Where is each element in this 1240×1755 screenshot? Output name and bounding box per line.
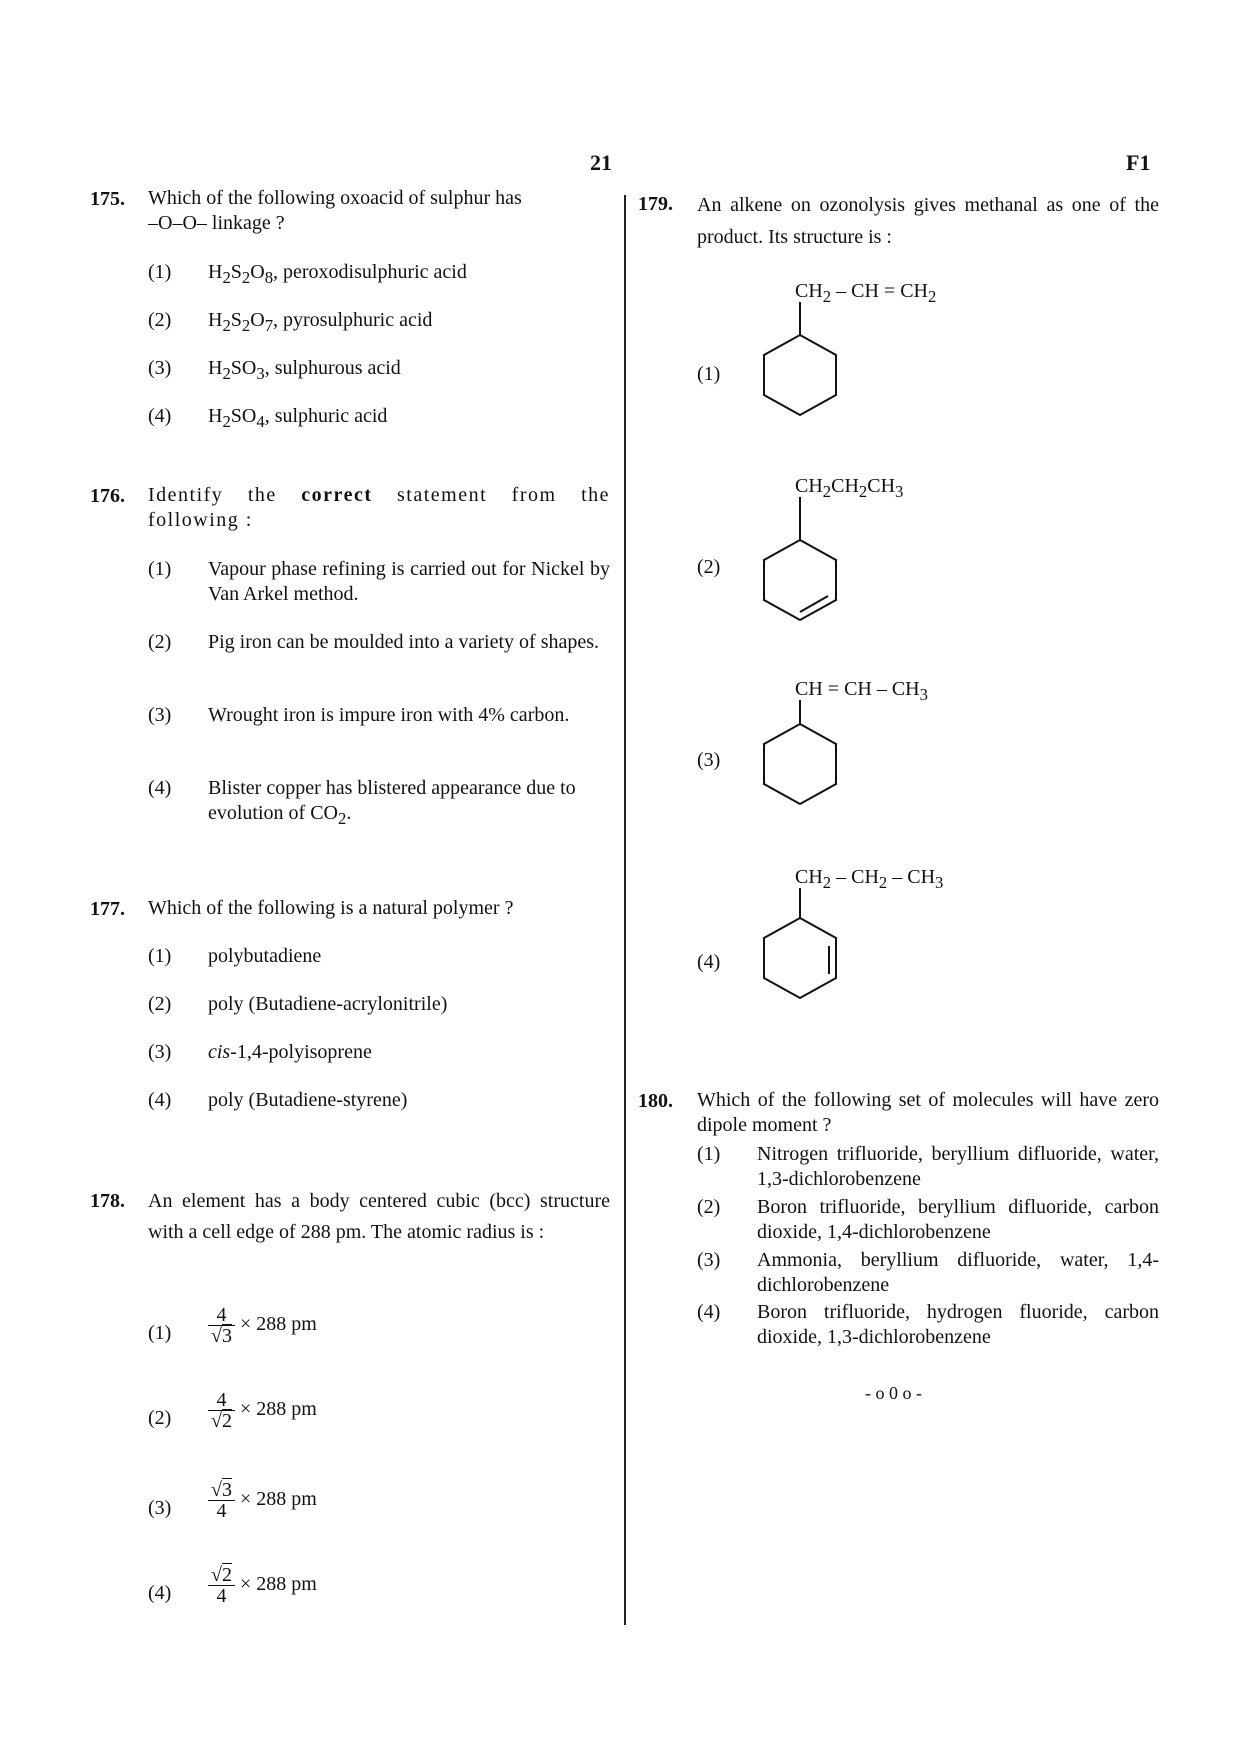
option-text: Nitrogen trifluoride, beryllium difluoride, water, 1,3-dichlorobenzene	[757, 1143, 1159, 1190]
q177-option-4[interactable]	[148, 1088, 408, 1113]
option-label: (1)	[697, 1143, 721, 1165]
q179-option-1-label[interactable]: (1)	[697, 363, 721, 385]
q179-option-4-substituent: $CH_2 - CH_2 - CH_3$	[795, 866, 944, 892]
q180-option-4[interactable]	[697, 1300, 1159, 1350]
option-label: (3)	[148, 1497, 172, 1519]
question-text-179: An alkene on ozonolysis gives methanal as one of the product. Its structure is :	[697, 194, 1159, 248]
question-number-176: 176.	[90, 485, 125, 507]
q180-option-3[interactable]	[697, 1248, 1159, 1298]
question-number-177: 177.	[90, 898, 125, 920]
question-text-180: Which of the following set of molecules will have zero dipole moment ?	[697, 1089, 1159, 1136]
option-label: (1)	[148, 945, 172, 967]
q179-option-1-cyclohexane	[755, 302, 855, 437]
option-label: (4)	[148, 777, 172, 799]
option-label: (4)	[148, 1089, 172, 1111]
option-text: poly (Butadiene-acrylonitrile)	[208, 993, 448, 1015]
option-label: (1)	[148, 261, 172, 283]
option-label: (3)	[148, 357, 172, 379]
question-number-179: 179.	[638, 193, 673, 215]
q180-option-2[interactable]	[697, 1195, 1159, 1245]
question-text-176: Identify the correct statement from the following :	[148, 484, 611, 531]
page-number: 21	[590, 150, 612, 175]
option-text: Blister copper has blistered appearance due to evolution of $CO_2$.	[208, 777, 576, 828]
option-text: polybutadiene	[208, 945, 322, 967]
option-text: $H_2S_2O_8$, peroxodisulphuric acid	[208, 261, 467, 287]
option-text: $H_2SO_4$, sulphuric acid	[208, 405, 388, 431]
option-label: (2)	[148, 631, 172, 653]
q179-option-3-label[interactable]: (3)	[697, 749, 721, 771]
option-text: Pig iron can be moulded into a variety of shapes.	[208, 631, 600, 653]
q175-option-2[interactable]	[148, 308, 433, 335]
q176-option-1[interactable]	[148, 557, 610, 607]
q179-option-3-cyclohexane	[755, 700, 855, 810]
option-text: Vapour phase refining is carried out for Nickel by Van Arkel method.	[208, 558, 610, 605]
question-number-175: 175.	[90, 188, 125, 210]
question-text-177: Which of the following is a natural polymer ?	[148, 897, 514, 919]
option-label: (3)	[697, 1249, 721, 1271]
option-label: (4)	[148, 1582, 172, 1604]
option-label: (2)	[697, 1196, 721, 1218]
q176-option-2[interactable]	[148, 630, 610, 655]
q179-option-2-cyclohexene	[755, 497, 855, 627]
option-label: (1)	[148, 1322, 172, 1344]
option-text: $H_2SO_3$, sulphurous acid	[208, 357, 401, 383]
question-text-178: An element has a body centered cubic (bcc) structure with a cell edge of 288 pm. The atomic radius is :	[148, 1190, 610, 1243]
option-label: (2)	[148, 309, 172, 331]
question-number-180: 180.	[638, 1090, 673, 1112]
q179-option-2-substituent: $CH_2CH_2CH_3$	[795, 475, 904, 501]
option-label: (3)	[148, 1041, 172, 1063]
option-label: (2)	[148, 993, 172, 1015]
option-text: $\frac{√3}{4}$ × 288 pm	[208, 1480, 317, 1521]
q176-option-3[interactable]	[148, 703, 610, 728]
q179-option-2-label[interactable]: (2)	[697, 556, 721, 578]
option-label: (1)	[148, 558, 172, 580]
q177-option-1[interactable]	[148, 944, 322, 969]
option-text: $\frac{4}{√3}$ × 288 pm	[208, 1305, 317, 1346]
question-175-line1: Which of the following oxoacid of sulphur has	[148, 187, 522, 209]
q177-option-2[interactable]	[148, 992, 448, 1017]
q175-option-1[interactable]	[148, 260, 467, 287]
option-text: $\frac{√2}{4}$ × 288 pm	[208, 1565, 317, 1606]
end-mark: - o 0 o -	[865, 1383, 922, 1403]
q177-option-3[interactable]	[148, 1040, 372, 1065]
q179-option-4-cyclohexene	[755, 888, 855, 1018]
option-text: $\frac{4}{√2}$ × 288 pm	[208, 1390, 317, 1431]
q179-option-1-substituent: $CH_2$ – CH = $CH_2$	[795, 280, 937, 306]
option-text: Boron trifluoride, hydrogen fluoride, carbon dioxide, 1,3-dichlorobenzene	[757, 1301, 1159, 1348]
option-text: Boron trifluoride, beryllium difluoride, carbon dioxide, 1,4-dichlorobenzene	[757, 1196, 1159, 1243]
option-text: $H_2S_2O_7$, pyrosulphuric acid	[208, 309, 433, 335]
option-text: cis-1,4-polyisoprene	[208, 1041, 372, 1063]
question-number-178: 178.	[90, 1190, 125, 1212]
option-text: Wrought iron is impure iron with 4% carbon.	[208, 704, 570, 726]
q175-option-4[interactable]	[148, 404, 388, 431]
question-175-line2: –O–O– linkage ?	[148, 212, 285, 234]
option-label: (2)	[148, 1407, 172, 1429]
set-code: F1	[1126, 150, 1151, 175]
option-label: (4)	[697, 1301, 721, 1323]
option-label: (3)	[148, 704, 172, 726]
question-text-175	[148, 186, 610, 236]
option-text: Ammonia, beryllium difluoride, water, 1,4-dichlorobenzene	[757, 1249, 1159, 1296]
q179-option-4-label[interactable]: (4)	[697, 951, 721, 973]
option-text: poly (Butadiene-styrene)	[208, 1089, 408, 1111]
q179-option-3-substituent: CH = CH – $CH_3$	[795, 678, 928, 704]
q180-option-1[interactable]	[697, 1142, 1159, 1192]
column-divider	[624, 195, 626, 1625]
q175-option-3[interactable]	[148, 356, 401, 383]
q176-option-4[interactable]	[148, 776, 610, 831]
option-label: (4)	[148, 405, 172, 427]
